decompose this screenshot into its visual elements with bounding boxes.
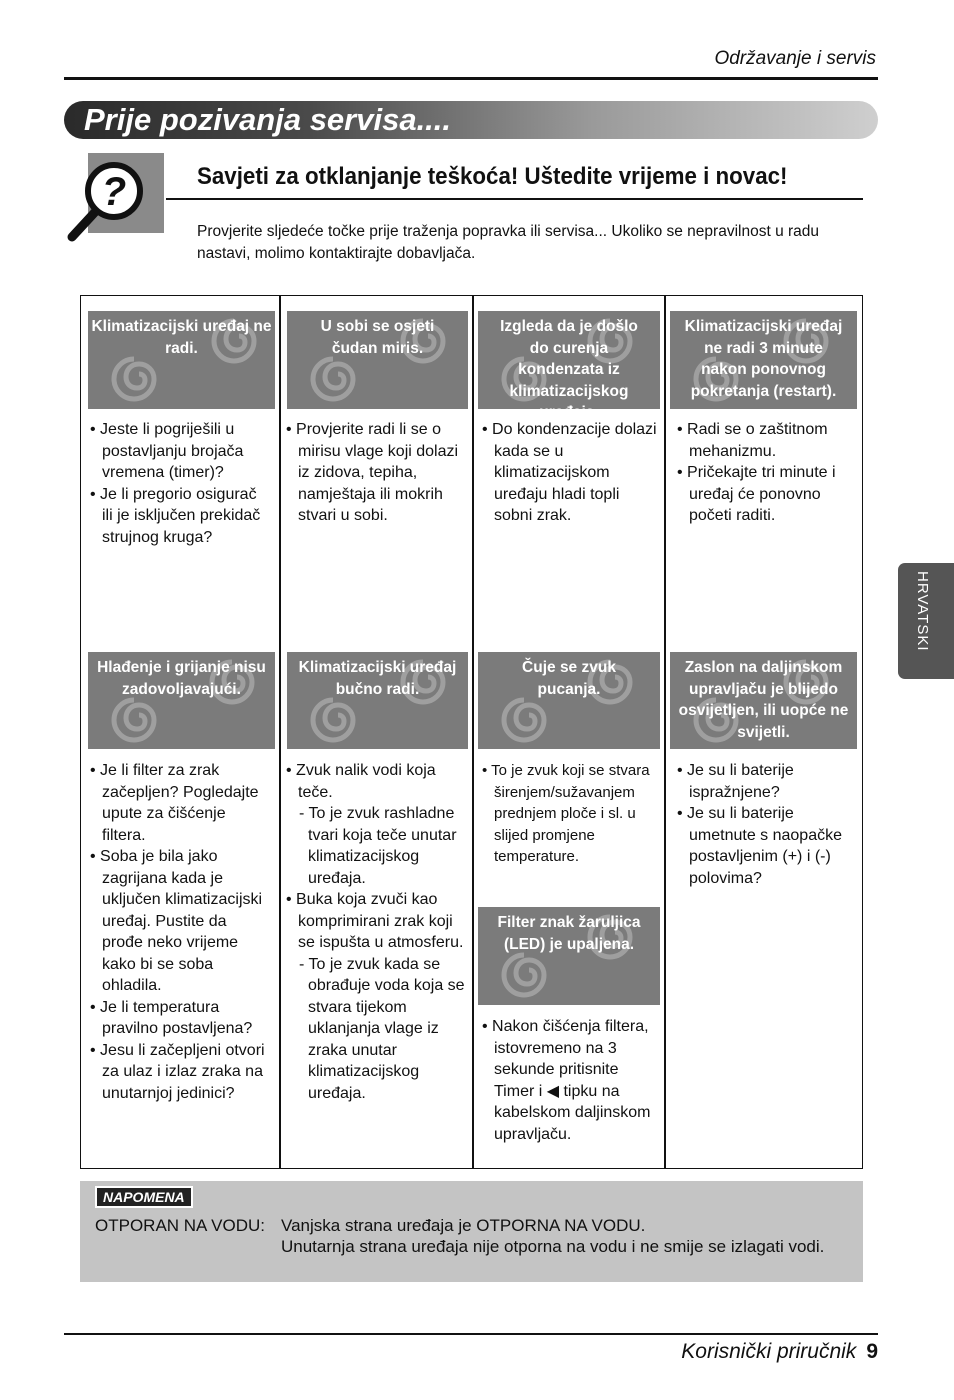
page-number: 9 bbox=[866, 1340, 878, 1363]
symptom-box bbox=[287, 311, 468, 409]
list-item: • Jeste li pogriješili u postavljanju brojača vremena (timer)? bbox=[90, 421, 244, 481]
symptom-box bbox=[88, 311, 275, 409]
page-title-bar bbox=[64, 101, 878, 139]
swirl-icon bbox=[110, 696, 158, 744]
list-item: • Je li temperatura pravilno postavljena? bbox=[90, 998, 253, 1037]
section-label: Održavanje i servis bbox=[714, 48, 876, 69]
list-item: • Pričekajte tri minute i uređaj će ponovno početi raditi. bbox=[677, 464, 836, 524]
swirl-icon bbox=[110, 355, 158, 403]
list-item: • Do kondenzacije dolazi kada se u klimatizacijskom uređaju hladi topli sobni zrak. bbox=[482, 421, 657, 524]
answer-list bbox=[482, 1016, 658, 1145]
list-subitem: - To je zvuk rashladne tvari koja teče unutar klimatizacijskog uređaja. bbox=[299, 805, 457, 887]
note-tag: NAPOMENA bbox=[95, 1186, 193, 1208]
header-divider bbox=[64, 77, 878, 80]
list-item: • Nakon čišćenja filtera, istovremeno na 3 sekunde pritisnite Timer i ◀ tipku na kabelskom daljinskom upravljaču. bbox=[482, 1018, 651, 1143]
symptom-title: Hlađenje i grijanje nisu zadovoljavajući. bbox=[97, 659, 266, 698]
language-tab bbox=[898, 563, 954, 679]
footer-divider bbox=[64, 1333, 878, 1335]
page-title: Prije pozivanja servisa.... bbox=[84, 102, 452, 137]
list-item: • Jesu li začepljeni otvori za ulaz i izlaz zraka na unutarnjoj jedinici? bbox=[90, 1041, 265, 1102]
symptom-title: Klimatizacijski uređaj ne radi 3 minute nakon ponovnog pokretanja (restart). bbox=[684, 318, 843, 400]
answer-list bbox=[90, 419, 268, 548]
answer-list bbox=[677, 760, 853, 889]
symptom-title: Filter znak žaruljica (LED) je upaljena. bbox=[497, 914, 641, 953]
symptom-box bbox=[670, 311, 857, 409]
language-tab-label: HRVATSKI bbox=[914, 571, 931, 652]
answer-list bbox=[482, 419, 658, 527]
list-item: • Zvuk nalik vodi koja teče. bbox=[286, 762, 436, 801]
list-item: • Je li pregorio osigurač ili je isključen prekidač strujnog kruga? bbox=[90, 485, 261, 546]
swirl-icon bbox=[309, 696, 357, 744]
symptom-box bbox=[670, 652, 857, 749]
list-item: • Je su li baterije ispražnjene? bbox=[677, 762, 794, 801]
symptom-box bbox=[287, 652, 468, 749]
list-item: • Radi se o zaštitnom mehanizmu. bbox=[677, 421, 828, 460]
symptom-title: Izgleda da je došlo do curenja kondenzata iz klimatizacijskog uređaja. bbox=[500, 318, 638, 421]
symptom-title: Zaslon na daljinskom upravljaču je blijedo osvijetljen, ili uopće ne svijetli. bbox=[678, 659, 849, 741]
note-label: OTPORAN NA VODU: bbox=[95, 1216, 266, 1235]
symptom-box bbox=[478, 652, 660, 749]
footer-title: Korisnički priručnik bbox=[681, 1340, 857, 1363]
answer-list bbox=[90, 760, 268, 1104]
answer-list bbox=[482, 760, 656, 868]
list-item: • To je zvuk koji se stvara širenjem/sužavanjem prednjem ploče i sl. u slijed promjene temperature. bbox=[482, 762, 650, 865]
section-subtitle: Savjeti za otklanjanje teškoća! Uštedite vrijeme i novac! bbox=[197, 163, 788, 190]
column-divider bbox=[279, 295, 281, 1169]
symptom-title: Klimatizacijski uređaj bučno radi. bbox=[298, 659, 457, 698]
subtitle-divider bbox=[166, 198, 863, 200]
answer-list bbox=[677, 419, 855, 527]
swirl-icon bbox=[500, 696, 548, 744]
symptom-title: Čuje se zvuk pucanja. bbox=[522, 659, 616, 698]
column-divider bbox=[472, 295, 474, 1169]
list-item: • Buka koja zvuči kao komprimirani zrak koji se ispušta u atmosferu. bbox=[286, 891, 464, 951]
intro-paragraph: Provjerite sljedeće točke prije traženja popravka ili servisa... Ukoliko se nepravilnost u radu nastavi, molimo kontaktirajte dobavljača. bbox=[197, 223, 820, 262]
list-item: • Je li filter za zrak začepljen? Pogledajte upute za čišćenje filtera. bbox=[90, 762, 259, 844]
symptom-box bbox=[478, 311, 660, 421]
symptom-title: U sobi se osjeti čudan miris. bbox=[320, 318, 435, 357]
symptom-box bbox=[478, 907, 660, 1005]
swirl-icon bbox=[309, 355, 357, 403]
symptom-title: Klimatizacijski uređaj ne radi. bbox=[91, 318, 272, 357]
list-item: • Provjerite radi li se o mirisu vlage koji dolazi iz zidova, tepiha, namještaja ili mokrih stvari u sobi. bbox=[286, 421, 459, 524]
list-subitem: - To je zvuk kada se obrađuje voda koja se stvara tijekom uklanjanja vlage iz zraka unutar klimatizacijskog uređaja. bbox=[299, 955, 465, 1102]
magnifier-question-icon bbox=[66, 153, 166, 253]
list-item: • Je su li baterije umetnute s naopačke postavljenim (+) i (-) polovima? bbox=[677, 805, 842, 887]
svg-text:?: ? bbox=[101, 170, 127, 214]
list-item: • Soba je bila jako zagrijana kada je uključen klimatizacijski uređaj. Pustite da prođe neko vrijeme kako bi se soba ohladila. bbox=[90, 848, 263, 994]
symptom-box bbox=[88, 652, 275, 749]
note-line: Vanjska strana uređaja je OTPORNA NA VODU. bbox=[281, 1216, 646, 1235]
footer bbox=[681, 1340, 878, 1364]
note-text bbox=[281, 1216, 841, 1257]
swirl-icon bbox=[500, 951, 548, 999]
answer-list bbox=[286, 419, 468, 527]
note-line: Unutarnja strana uređaja nije otporna na vodu i ne smije se izlagati vodi. bbox=[281, 1236, 825, 1256]
column-divider bbox=[664, 295, 666, 1169]
answer-list bbox=[286, 760, 470, 1104]
